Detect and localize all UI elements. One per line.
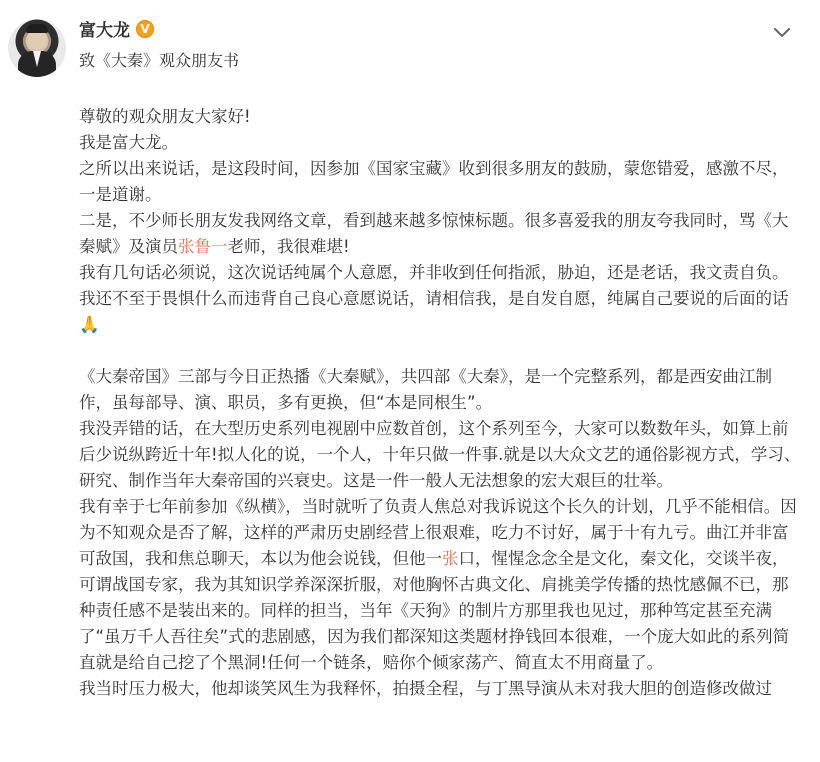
paragraph-text: 我没弄错的话，在大型历史系列电视剧中应数首创，这个系列至今，大家可以数数年头，如算上前后少说纵跨近十年!拟人化的说，一个人，十年只做一件事.就是以大众文艺的通俗影视方式，学习、研究、制作当年大秦帝国的兴衰史。这是一件一般人无法想象的宏大艰巨的壮举。 bbox=[79, 419, 801, 490]
post-paragraph bbox=[79, 156, 801, 208]
post-paragraph bbox=[79, 104, 801, 130]
avatar[interactable] bbox=[8, 19, 66, 77]
post-paragraph bbox=[79, 416, 801, 494]
author-header bbox=[79, 16, 154, 41]
paragraph-text: 老师，我很难堪! bbox=[227, 237, 350, 256]
post-paragraph bbox=[79, 260, 801, 338]
paragraph-text: 尊敬的观众朋友大家好! bbox=[79, 107, 251, 126]
post-paragraph bbox=[79, 130, 801, 156]
author-name[interactable]: 富大龙 bbox=[79, 21, 130, 41]
paragraph-text: 我是富大龙。 bbox=[79, 133, 178, 152]
post-paragraph bbox=[79, 494, 801, 676]
paragraph-text: 口，惺惺念念全是文化，秦文化，交谈半夜，可谓战国专家，我为其知识学养深深折服，对他胸怀古典文化、肩挑美学传播的热忱感佩不已，那种责任感不是装出来的。同样的担当，当年《天狗》的制片方那里我也见过，那种笃定甚至充满了“虽万千人吾往矣”式的悲剧感，因为我们都深知这类题材挣钱回本很难，一个庞大如此的系列简直就是给自己挖了个黑洞!任何一个链条，赔你个倾家荡产、简直太不用商量了。 bbox=[79, 549, 790, 672]
paragraph-text: 我有几句话必须说，这次说话纯属个人意愿，并非收到任何指派，胁迫，还是老话，我文责自负。我还不至于畏惧什么而违背自己良心意愿说话，请相信我，是自发自愿，纯属自己要说的后面的话🙏 bbox=[79, 263, 789, 334]
mention-link[interactable]: 张 bbox=[442, 549, 459, 568]
post-title: 致《大秦》观众朋友书 bbox=[79, 51, 240, 70]
post-paragraph bbox=[79, 676, 801, 702]
paragraph-text: 我当时压力极大，他却谈笑风生为我释怀，拍摄全程，与丁黑导演从未对我大胆的创造修改做过 bbox=[79, 679, 772, 698]
post-paragraph bbox=[79, 364, 801, 416]
paragraph-text: 之所以出来说话，是这段时间，因参加《国家宝藏》收到很多朋友的鼓励，蒙您错爱，感激不尽，一是道谢。 bbox=[79, 159, 789, 204]
paragraph-text: 我有幸于七年前参加《纵横》，当时就听了负责人焦总对我诉说这个长久的计划，几乎不能相信。因为不知观众是否了解，这样的严肃历史剧经营上很艰难，吃力不讨好，属于十有九亏。曲江并非富可敌国，我和焦总聊天，本以为他会说钱，但他一 bbox=[79, 497, 797, 568]
verified-v-icon: V bbox=[136, 20, 154, 38]
chevron-down-icon[interactable] bbox=[770, 20, 794, 44]
paragraph-spacer bbox=[79, 338, 801, 364]
avatar-hair bbox=[26, 24, 48, 33]
post-content bbox=[79, 104, 801, 702]
paragraph-text: 《大秦帝国》三部与今日正热播《大秦赋》，共四部《大秦》，是一个完整系列，都是西安曲江制作，虽每部导、演、职员，多有更换，但“本是同根生”。 bbox=[79, 367, 772, 412]
post-paragraph bbox=[79, 208, 801, 260]
mention-link[interactable]: 张鲁一 bbox=[178, 237, 228, 256]
paragraph-text: 二是，不少师长朋友发我网络文章，看到越来越多惊悚标题。很多喜爱我的朋友夸我同时，骂《大秦赋》及演员 bbox=[79, 211, 789, 256]
